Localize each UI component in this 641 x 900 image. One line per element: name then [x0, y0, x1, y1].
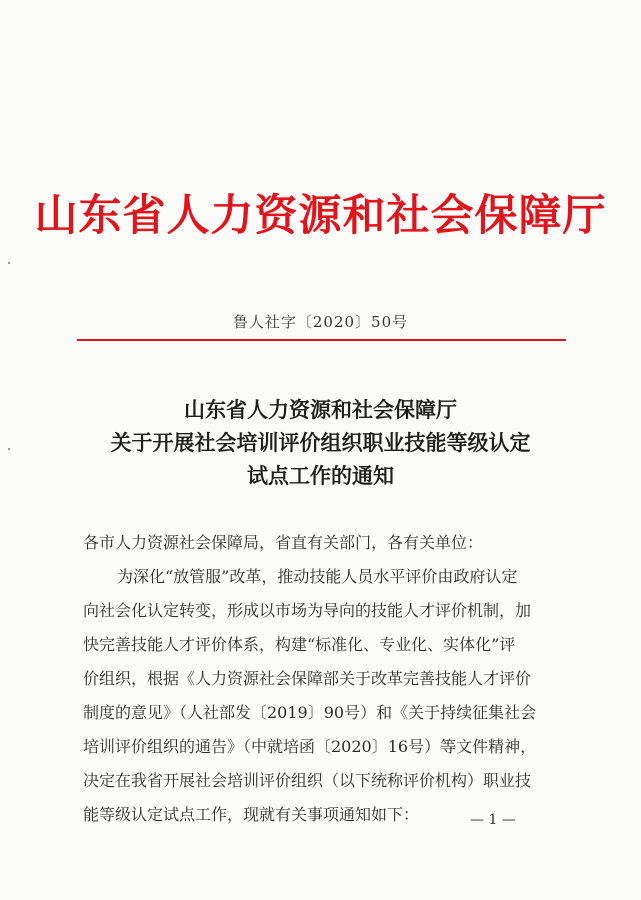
paragraph-line: 能等级认定试点工作，现就有关事项通知如下：	[83, 805, 420, 824]
paragraph-line: 制度的意见》（人社部发〔2019〕90号）和《关于持续征集社会	[83, 703, 537, 722]
paragraph-line: 为深化“放管服”改革，推动技能人员水平评价由政府认定	[117, 567, 518, 586]
page-number: — 1 —	[470, 812, 516, 828]
document-body	[83, 526, 578, 832]
letterhead: 山东省人力资源和社会保障厅	[34, 191, 607, 241]
red-divider	[77, 339, 566, 341]
scan-speck	[8, 262, 10, 264]
title-line: 关于开展社会培训评价组织职业技能等级认定	[110, 430, 531, 455]
paragraph-line: 向社会化认定转变，形成以市场为导向的技能人才评价机制，加	[83, 601, 532, 620]
title-line: 试点工作的通知	[247, 463, 394, 488]
paragraph-line: 价组织，根据《人力资源社会保障部关于改革完善技能人才评价	[83, 669, 532, 688]
salutation: 各市人力资源社会保障局，省直有关部门，各有关单位：	[83, 533, 484, 552]
title-line: 山东省人力资源和社会保障厅	[184, 397, 457, 422]
paragraph-line: 培训评价组织的通告》（中就培函〔2020〕16号）等文件精神，	[83, 737, 537, 756]
paragraph-line: 决定在我省开展社会培训评价组织（以下统称评价机构）职业技	[83, 771, 532, 790]
document-number: 鲁人社字〔2020〕50号	[232, 313, 409, 331]
document-title	[0, 393, 641, 492]
paragraph-line: 快完善技能人才评价体系，构建“标准化、专业化、实体化”评	[83, 635, 516, 654]
